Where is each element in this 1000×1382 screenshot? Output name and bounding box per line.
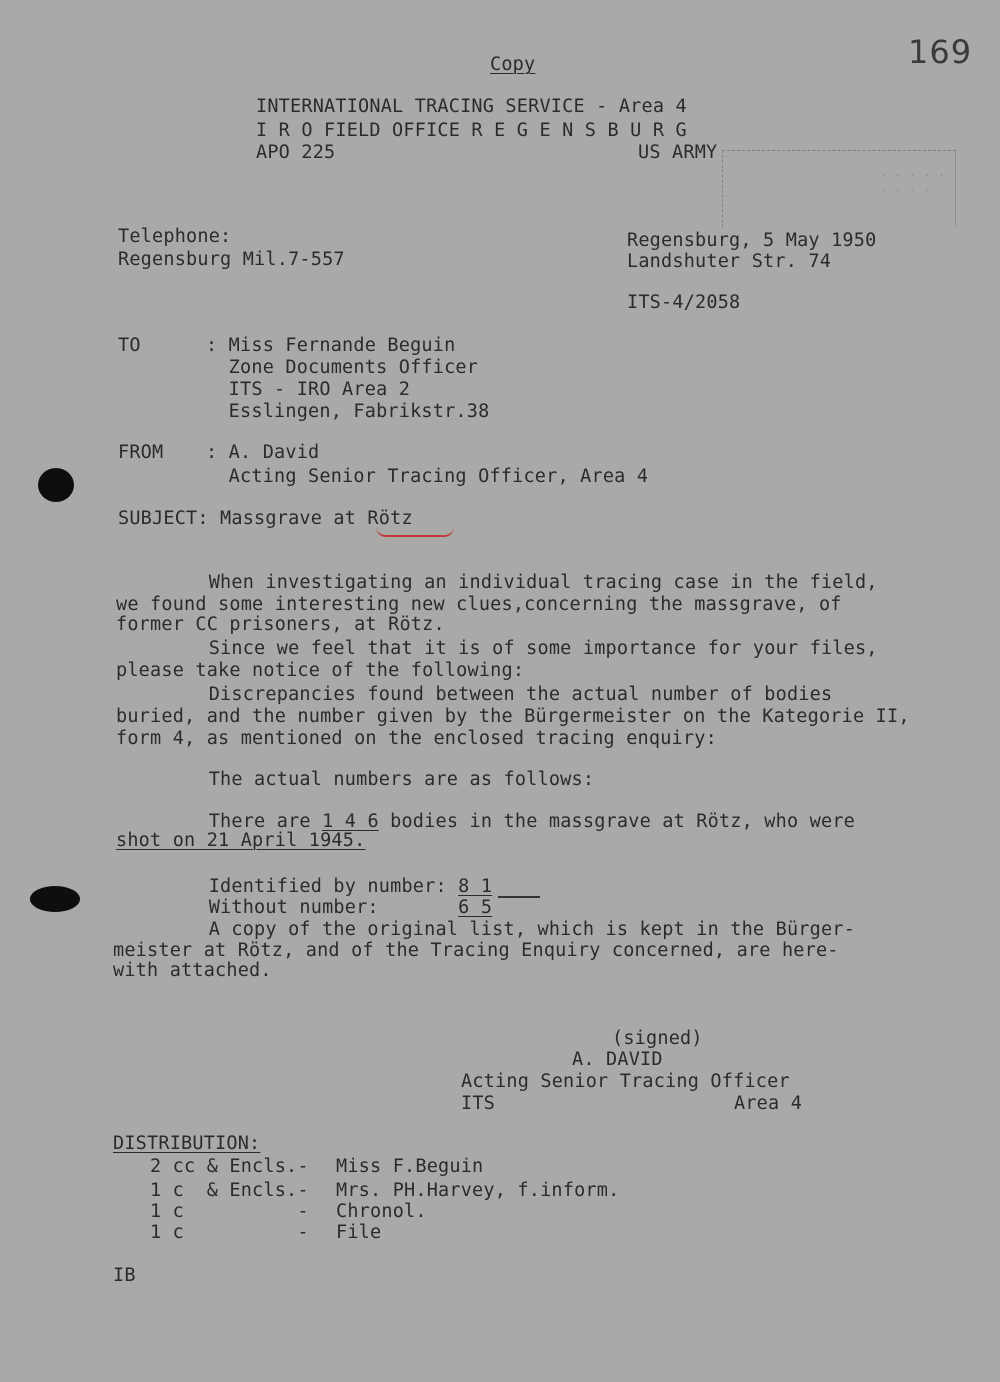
identified-label: Identified by number: bbox=[118, 876, 459, 897]
typist-initials: IB bbox=[113, 1265, 136, 1286]
letterhead-line-1: INTERNATIONAL TRACING SERVICE - Area 4 bbox=[256, 96, 687, 117]
distribution-qty: 1 c - bbox=[150, 1222, 309, 1243]
stamp-faded-text: . . . . . . . . . bbox=[879, 165, 945, 194]
distribution-recipient: Chronol. bbox=[336, 1201, 427, 1222]
copy-label: Copy bbox=[490, 54, 536, 75]
distribution-recipient: File bbox=[336, 1222, 382, 1243]
distribution-qty: 2 cc & Encls.- bbox=[150, 1156, 309, 1177]
date-line: Regensburg, 5 May 1950 bbox=[627, 230, 877, 251]
from-label: FROM bbox=[118, 442, 164, 463]
without-line bbox=[118, 897, 492, 918]
body-line: The actual numbers are as follows: bbox=[118, 769, 595, 790]
letterhead-line-2: I R O FIELD OFFICE R E G E N S B U R G bbox=[256, 120, 687, 141]
signer-title: Acting Senior Tracing Officer bbox=[461, 1071, 790, 1092]
punch-hole-top bbox=[38, 468, 74, 502]
body-line: please take notice of the following: bbox=[116, 660, 525, 681]
body-line: buried, and the number given by the Bürgermeister on the Kategorie II, bbox=[116, 706, 910, 727]
body-line: we found some interesting new clues,concerning the massgrave, of bbox=[116, 594, 842, 615]
identified-value: 8 1 bbox=[458, 876, 493, 897]
red-underline-mark bbox=[376, 527, 454, 537]
without-value: 6 5 bbox=[458, 897, 493, 918]
body-line: meister at Rötz, and of the Tracing Enquiry concerned, are here- bbox=[113, 940, 839, 961]
without-label: Without number: bbox=[118, 897, 459, 918]
bodies-count-value: 1 4 6 bbox=[322, 811, 379, 832]
letterhead-apo: APO 225 bbox=[256, 142, 336, 163]
bodies-count-prefix: There are bbox=[118, 811, 323, 832]
signed-mark: (signed) bbox=[612, 1028, 703, 1049]
to-line: ITS - IRO Area 2 bbox=[206, 379, 411, 400]
signer-area: Area 4 bbox=[734, 1093, 803, 1114]
to-label: TO bbox=[118, 335, 141, 356]
body-line: former CC prisoners, at Rötz. bbox=[116, 614, 445, 635]
page-number: 169 bbox=[908, 33, 973, 71]
received-stamp bbox=[722, 150, 956, 227]
bodies-count-suffix: bodies in the massgrave at Rötz, who were bbox=[378, 811, 855, 832]
distribution-recipient: Mrs. PH.Harvey, f.inform. bbox=[336, 1180, 620, 1201]
body-line: Since we feel that it is of some importance for your files, bbox=[118, 638, 878, 659]
telephone-label: Telephone: bbox=[118, 226, 232, 247]
distribution-qty: 1 c - bbox=[150, 1201, 309, 1222]
signer-name: A. DAVID bbox=[572, 1049, 663, 1070]
sum-rule bbox=[498, 896, 540, 898]
body-line: A copy of the original list, which is kept in the Bürger- bbox=[118, 919, 855, 940]
punch-hole-bottom bbox=[30, 886, 80, 912]
to-line: : Miss Fernande Beguin bbox=[206, 335, 456, 356]
to-line: Esslingen, Fabrikstr.38 bbox=[206, 401, 490, 422]
from-line: Acting Senior Tracing Officer, Area 4 bbox=[206, 466, 649, 487]
body-line: shot on 21 April 1945. bbox=[116, 830, 366, 851]
body-line: form 4, as mentioned on the enclosed tracing enquiry: bbox=[116, 728, 717, 749]
to-line: Zone Documents Officer bbox=[206, 357, 479, 378]
bodies-count-line bbox=[118, 811, 855, 832]
distribution-recipient: Miss F.Beguin bbox=[336, 1156, 484, 1177]
distribution-label: DISTRIBUTION: bbox=[113, 1133, 261, 1154]
body-line: with attached. bbox=[113, 960, 272, 981]
body-line: When investigating an individual tracing case in the field, bbox=[118, 572, 878, 593]
body-line: Discrepancies found between the actual number of bodies bbox=[118, 684, 833, 705]
from-line: : A. David bbox=[206, 442, 320, 463]
signer-org: ITS bbox=[461, 1093, 496, 1114]
distribution-qty: 1 c & Encls.- bbox=[150, 1180, 309, 1201]
identified-line bbox=[118, 876, 492, 897]
telephone-number: Regensburg Mil.7-557 bbox=[118, 249, 345, 270]
letterhead-army: US ARMY bbox=[638, 142, 718, 163]
address-line: Landshuter Str. 74 bbox=[627, 251, 832, 272]
reference-number: ITS-4/2058 bbox=[627, 292, 741, 313]
subject-line: SUBJECT: Massgrave at Rötz bbox=[118, 508, 413, 529]
